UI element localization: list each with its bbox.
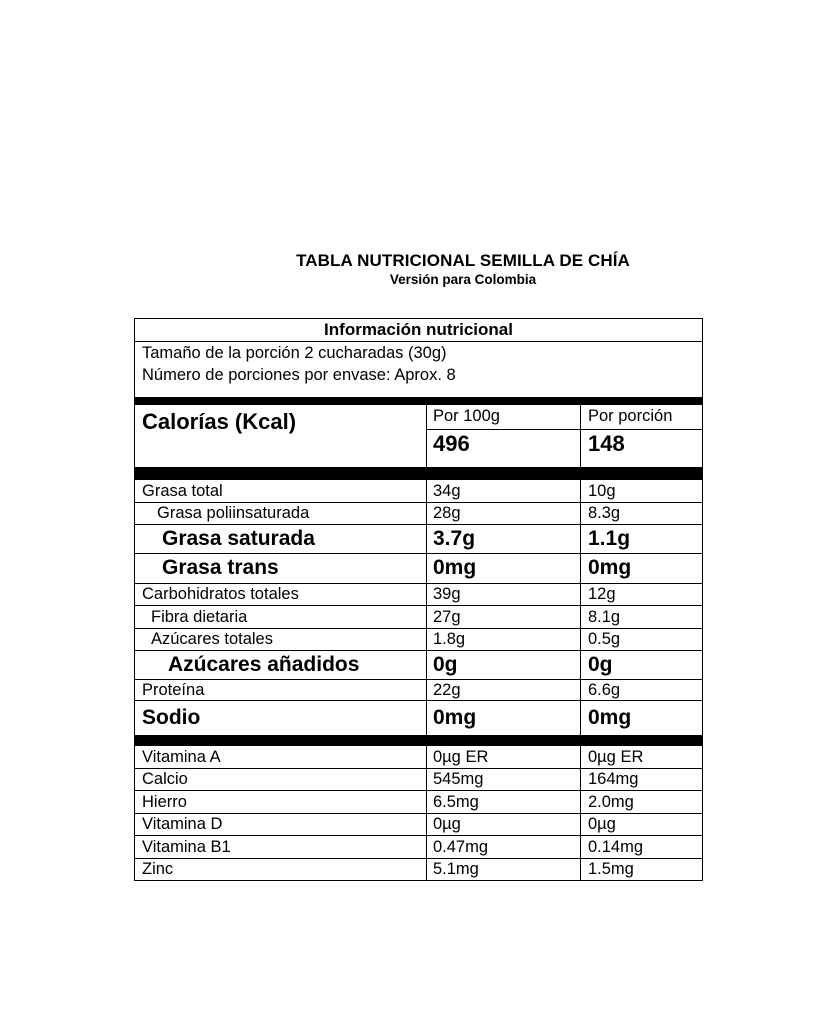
nutrient-name: Calcio: [142, 770, 188, 788]
table-row: [135, 554, 702, 583]
value-per-100g: 0g: [433, 653, 458, 676]
value-per-portion: 1.1g: [588, 527, 631, 550]
value-per-100g: 6.5mg: [433, 793, 479, 811]
nutrient-name: Zinc: [142, 860, 174, 878]
column-divider: [426, 606, 427, 628]
column-header-per-100g: Por 100g: [433, 407, 500, 425]
column-divider: [580, 701, 581, 736]
column-divider: [426, 554, 427, 583]
column-divider: [426, 769, 427, 790]
value-per-100g: 3.7g: [433, 527, 476, 550]
nutrient-name: Vitamina D: [142, 815, 223, 833]
column-divider: [580, 525, 581, 553]
column-divider: [580, 814, 581, 835]
nutrient-name: Azúcares totales: [151, 630, 273, 648]
value-per-100g: 545mg: [433, 770, 484, 788]
column-divider: [426, 651, 427, 679]
value-per-portion: 0µg: [588, 815, 616, 833]
value-per-100g: 34g: [433, 482, 461, 500]
thick-divider: [135, 467, 702, 480]
value-per-100g: 0µg: [433, 815, 461, 833]
nutrient-name: Grasa poliinsaturada: [157, 504, 310, 522]
table-row: [135, 859, 702, 880]
column-divider: [426, 791, 427, 813]
value-per-100g: 28g: [433, 504, 461, 522]
column-divider: [426, 405, 427, 467]
value-per-100g: 0mg: [433, 706, 477, 729]
nutrient-name: Grasa total: [142, 482, 223, 500]
nutrient-name: Grasa saturada: [162, 527, 315, 550]
nutrient-name: Vitamina A: [142, 748, 221, 766]
divider: [135, 341, 702, 342]
column-divider: [426, 503, 427, 524]
table-row: [135, 525, 702, 553]
value-per-portion: 2.0mg: [588, 793, 634, 811]
nutrient-name: Azúcares añadidos: [168, 653, 360, 676]
thick-divider: [135, 397, 702, 405]
value-per-portion: 0mg: [588, 706, 632, 729]
column-divider: [426, 480, 427, 502]
value-per-portion: 0g: [588, 653, 613, 676]
column-divider: [580, 606, 581, 628]
value-per-portion: 164mg: [588, 770, 639, 788]
column-divider: [580, 503, 581, 524]
table-row: [135, 791, 702, 813]
table-row: [135, 629, 702, 650]
value-per-100g: 0µg ER: [433, 748, 489, 766]
nutrient-name: Grasa trans: [162, 556, 279, 579]
table-row: [135, 701, 702, 736]
document-title: TABLA NUTRICIONAL SEMILLA DE CHÍA: [296, 251, 630, 270]
value-per-portion: 0µg ER: [588, 748, 644, 766]
column-divider: [426, 680, 427, 700]
nutrient-name: Carbohidratos totales: [142, 585, 299, 603]
value-per-100g: 27g: [433, 608, 461, 626]
value-per-portion: 1.5mg: [588, 860, 634, 878]
value-per-portion: 8.3g: [588, 504, 621, 522]
table-row: [135, 680, 702, 700]
column-divider: [580, 405, 581, 467]
table-row: [135, 503, 702, 524]
value-per-portion: 0mg: [588, 556, 632, 579]
panel-header: Información nutricional: [324, 320, 513, 339]
column-divider: [426, 629, 427, 650]
column-divider: [580, 584, 581, 605]
column-divider: [580, 480, 581, 502]
table-row: [135, 769, 702, 790]
column-divider: [580, 746, 581, 768]
nutrition-facts-panel: [134, 318, 703, 881]
column-divider: [580, 791, 581, 813]
table-row: [135, 651, 702, 679]
value-per-100g: 5.1mg: [433, 860, 479, 878]
column-divider: [426, 836, 427, 858]
nutrient-name: Sodio: [142, 706, 201, 729]
column-divider: [580, 554, 581, 583]
table-row: [135, 836, 702, 858]
column-divider: [580, 769, 581, 790]
column-divider: [426, 814, 427, 835]
table-row: [135, 606, 702, 628]
table-row: [135, 480, 702, 502]
column-divider: [580, 836, 581, 858]
value-per-portion: 8.1g: [588, 608, 621, 626]
calories-per-portion: 148: [588, 431, 625, 456]
servings-per-container: Número de porciones por envase: Aprox. 8: [142, 366, 456, 384]
value-per-100g: 0mg: [433, 556, 477, 579]
column-divider: [580, 629, 581, 650]
value-per-portion: 6.6g: [588, 681, 621, 699]
nutrient-name: Hierro: [142, 793, 187, 811]
serving-size: Tamaño de la porción 2 cucharadas (30g): [142, 344, 447, 362]
value-per-100g: 1.8g: [433, 630, 466, 648]
nutrient-name: Fibra dietaria: [151, 608, 248, 626]
column-divider: [426, 859, 427, 880]
column-divider: [580, 859, 581, 880]
column-divider: [426, 525, 427, 553]
divider: [426, 429, 702, 430]
nutrient-name: Proteína: [142, 681, 205, 699]
table-row: [135, 746, 702, 768]
value-per-100g: 22g: [433, 681, 461, 699]
value-per-portion: 0.5g: [588, 630, 621, 648]
calories-label: Calorías (Kcal): [142, 409, 297, 434]
column-divider: [426, 701, 427, 736]
column-divider: [426, 584, 427, 605]
table-row: [135, 584, 702, 605]
table-row: [135, 814, 702, 835]
document-subtitle: Versión para Colombia: [389, 272, 537, 287]
value-per-100g: 0.47mg: [433, 838, 489, 856]
nutrient-name: Vitamina B1: [142, 838, 231, 856]
column-divider: [426, 746, 427, 768]
column-header-per-portion: Por porción: [588, 407, 673, 425]
value-per-100g: 39g: [433, 585, 461, 603]
thick-divider: [135, 735, 702, 746]
column-divider: [580, 680, 581, 700]
value-per-portion: 10g: [588, 482, 616, 500]
value-per-portion: 12g: [588, 585, 616, 603]
value-per-portion: 0.14mg: [588, 838, 644, 856]
column-divider: [580, 651, 581, 679]
calories-per-100g: 496: [433, 431, 470, 456]
